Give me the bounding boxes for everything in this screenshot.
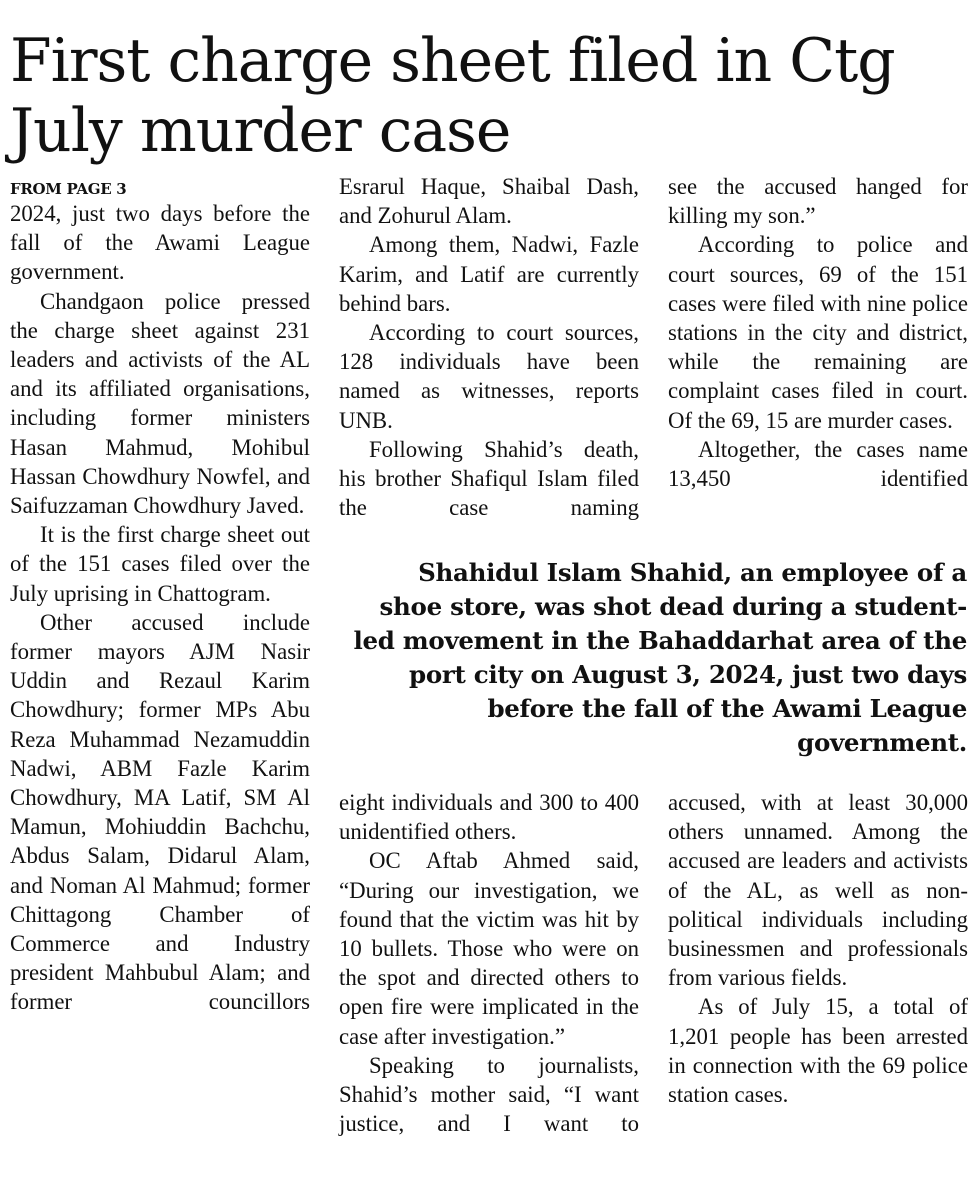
paragraph: Among them, Nadwi, Fazle Karim, and Latif are currently behind bars. <box>339 232 639 316</box>
paragraph: Altogether, the cases name 13,450 identified <box>668 436 968 492</box>
paragraph: According to court sources, 128 individuals have been named as witnesses, reports UNB. <box>339 320 639 433</box>
paragraph: Chandgaon police pressed the charge sheet against 231 leaders and activists of the AL and its affiliated organisations, including former ministers Hasan Mahmud, Mohibul Hassan Chowdhury Nowfel, and Saifuzzaman Chowdhury Javed. <box>10 288 310 519</box>
column-2-top <box>339 172 639 522</box>
column-2-bottom <box>339 788 639 1138</box>
column-1 <box>10 177 310 1017</box>
paragraph: Following Shahid’s death, his brother Shafiqul Islam filed the case naming <box>339 436 639 521</box>
paragraph: Speaking to journalists, Shahid’s mother said, “I want justice, and I want to <box>339 1052 639 1137</box>
paragraph: eight individuals and 300 to 400 unidentified others. <box>339 790 639 845</box>
paragraph: accused, with at least 30,000 others unnamed. Among the accused are leaders and activists of the AL, as well as non-political individuals including businessmen and professionals from various fields. <box>668 790 968 991</box>
kicker: FROM PAGE 3 <box>10 180 127 198</box>
paragraph: It is the first charge sheet out of the 151 cases filed over the July uprising in Chattogram. <box>10 522 310 606</box>
paragraph: Other accused include former mayors AJM Nasir Uddin and Rezaul Karim Chowdhury; former MPs Abu Reza Muhammad Nezamuddin Nadwi, ABM Fazle Karim Chowdhury, MA Latif, SM Al Mamun, Mohiuddin Bachchu, Abdus Salam, Didarul Alam, and Noman Al Mahmud; former Chittagong Chamber of Commerce and Industry president Mahbubul Alam; and former councillors <box>10 609 310 1015</box>
paragraph: see the accused hanged for killing my son.” <box>668 174 968 229</box>
headline: First charge sheet filed in Ctg July murder case <box>10 26 895 166</box>
paragraph: According to police and court sources, 69 of the 151 cases were filed with nine police stations in the city and district, while the remaining are complaint cases filed in court. Of the 69, 15 are murder cases. <box>668 232 968 433</box>
paragraph: As of July 15, a total of 1,201 people has been arrested in connection with the 69 police station cases. <box>668 994 968 1108</box>
pull-quote: Shahidul Islam Shahid, an employee of a shoe store, was shot dead during a student-led movement in the Bahaddarhat area of the port city on August 3, 2024, just two days before the fall of the Awami League government. <box>353 558 967 757</box>
paragraph: OC Aftab Ahmed said, “During our investigation, we found that the victim was hit by 10 bullets. Those who were on the spot and directed others to open fire were implicated in the case after investigation.” <box>339 848 639 1049</box>
column-3-bottom <box>668 788 968 1109</box>
paragraph: 2024, just two days before the fall of the Awami League government. <box>10 201 310 285</box>
paragraph: Esrarul Haque, Shaibal Dash, and Zohurul Alam. <box>339 174 639 229</box>
column-3-top <box>668 172 968 493</box>
